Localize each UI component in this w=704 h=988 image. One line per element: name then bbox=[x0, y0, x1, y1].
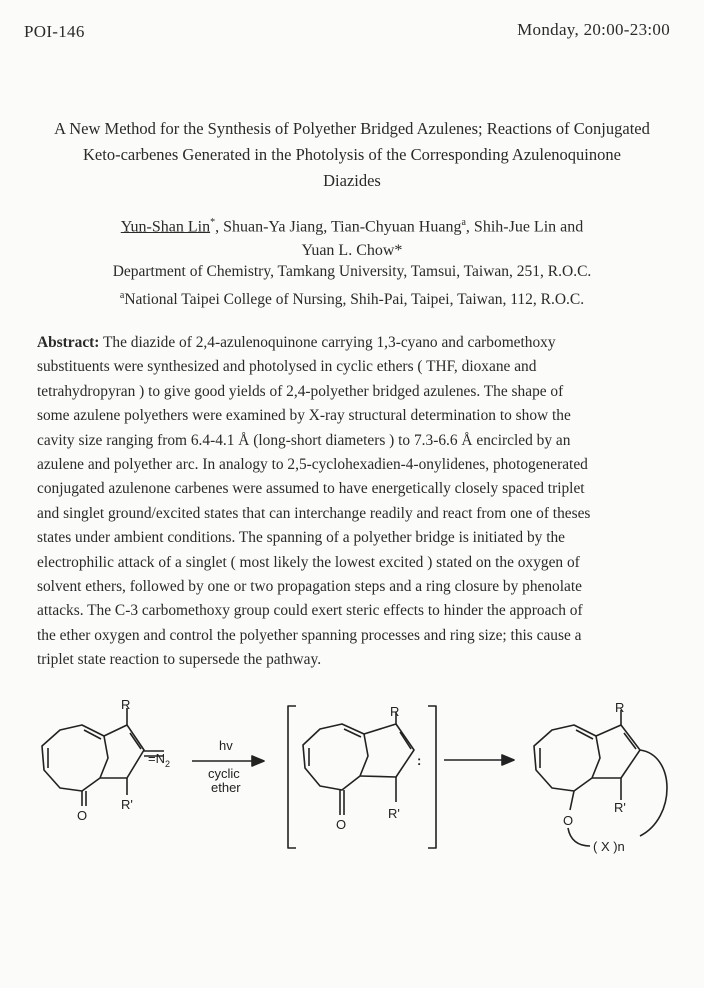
session-time: Monday, 20:00-23:00 bbox=[517, 20, 670, 39]
affiliation-mark: a bbox=[461, 217, 466, 228]
authors-line-2: Yuan L. Chow* bbox=[301, 242, 403, 260]
presenter-mark: * bbox=[210, 217, 216, 228]
intermediate-structure bbox=[303, 712, 414, 815]
arrow-label-ether: ether bbox=[211, 780, 241, 795]
product-oxygen: O bbox=[563, 813, 574, 828]
abstract-line-9: electrophilic attack of a singlet ( most likely the lowest excited ) stated on the oxygen of bbox=[37, 553, 580, 571]
authors-line-1 bbox=[30, 211, 674, 239]
affiliation-2-mark: a bbox=[119, 290, 125, 301]
author-list bbox=[30, 211, 674, 263]
poster-code: POI-146 bbox=[24, 22, 85, 41]
polyether-chain: ( X )n bbox=[593, 839, 625, 854]
affiliation-2-text: National Taipei College of Nursing, Shih-Pai, Taipei, Taiwan, 112, R.O.C. bbox=[124, 291, 585, 309]
reaction-scheme bbox=[0, 690, 704, 870]
abstract-line-4: cavity size ranging from 6.4-4.1 Å (long-short diameters ) to 7.3-6.6 Å encircled by an bbox=[37, 431, 571, 449]
abstract-line-0 bbox=[37, 331, 669, 355]
abstract-line-13: triplet state reaction to supersede the pathway. bbox=[37, 651, 322, 669]
carbene-dots: : bbox=[417, 753, 422, 768]
arrow-label-hv: hv bbox=[219, 738, 233, 753]
product-r: R bbox=[615, 700, 625, 715]
reactant-diazo bbox=[148, 751, 170, 769]
abstract-line-7: and singlet ground/excited states that can interchange readily and react from one of theses bbox=[37, 504, 591, 522]
product-structure bbox=[534, 710, 667, 846]
affiliations bbox=[30, 260, 674, 312]
intermediate-r: R bbox=[390, 704, 400, 719]
abstract-line-3: some azulene polyethers were examined by X-ray structural determination to show the bbox=[37, 407, 571, 425]
abstract-line-8: states under ambient conditions. The spanning of a polyether bridge is initiated by the bbox=[37, 529, 566, 547]
authors-middle: , Shuan-Ya Jiang, Tian-Chyuan Huang bbox=[215, 218, 462, 236]
paper-title bbox=[30, 116, 674, 194]
presenting-author: Yun-Shan Lin bbox=[120, 218, 211, 236]
reactant-r: R bbox=[121, 697, 131, 712]
left-bracket bbox=[288, 706, 296, 848]
intermediate-oxygen: O bbox=[336, 817, 347, 832]
reactant-oxygen: O bbox=[77, 808, 88, 823]
intermediate-r-prime: R' bbox=[388, 806, 400, 821]
abstract-line-12: the ether oxygen and control the polyether spanning processes and ring size; this cause a bbox=[37, 626, 582, 644]
title-line-1: A New Method for the Synthesis of Polyether Bridged Azulenes; Reactions of Conjugated bbox=[54, 119, 650, 138]
abstract-line-5: azulene and polyether arc. In analogy to 2,5-cyclohexadien-4-onylidenes, photogenerated bbox=[37, 456, 588, 474]
affiliation-2 bbox=[30, 284, 674, 312]
diazo-subscript: 2 bbox=[164, 759, 170, 769]
product-r-prime: R' bbox=[614, 800, 626, 815]
diazo-group: =N bbox=[148, 751, 165, 766]
abstract-line-0-text: The diazide of 2,4-azulenoquinone carrying 1,3-cyano and carbomethoxy bbox=[102, 334, 556, 351]
affiliation-1: Department of Chemistry, Tamkang University, Tamsui, Taiwan, 251, R.O.C. bbox=[112, 263, 592, 280]
arrow-label-cyclic: cyclic bbox=[208, 766, 240, 781]
abstract-line-6: conjugated azulenone carbenes were assumed to have energetically closely spaced triplet bbox=[37, 480, 585, 498]
abstract-heading: Abstract: bbox=[37, 334, 100, 351]
authors-end: , Shih-Jue Lin and bbox=[465, 218, 584, 236]
title-line-2: Keto-carbenes Generated in the Photolysis of the Corresponding Azulenoquinone bbox=[83, 145, 621, 164]
reactant-structure bbox=[42, 708, 164, 806]
abstract-line-1: substituents were synthesized and photolysed in cyclic ethers ( THF, dioxane and bbox=[37, 358, 537, 376]
right-bracket bbox=[428, 706, 436, 848]
rearrangement-arrow bbox=[444, 755, 514, 765]
abstract-line-10: solvent ethers, followed by one or two propagation steps and a ring closure by phenolate bbox=[37, 578, 582, 596]
abstract bbox=[37, 331, 669, 673]
photolysis-arrow bbox=[192, 756, 264, 766]
abstract-line-2: tetrahydropyran ) to give good yields of 2,4-polyether bridged azulenes. The shape of bbox=[37, 382, 564, 400]
title-line-3: Diazides bbox=[323, 171, 381, 190]
reactant-r-prime: R' bbox=[121, 797, 133, 812]
abstract-line-11: attacks. The C-3 carbomethoxy group could exert steric effects to hinder the approach of bbox=[37, 602, 583, 620]
